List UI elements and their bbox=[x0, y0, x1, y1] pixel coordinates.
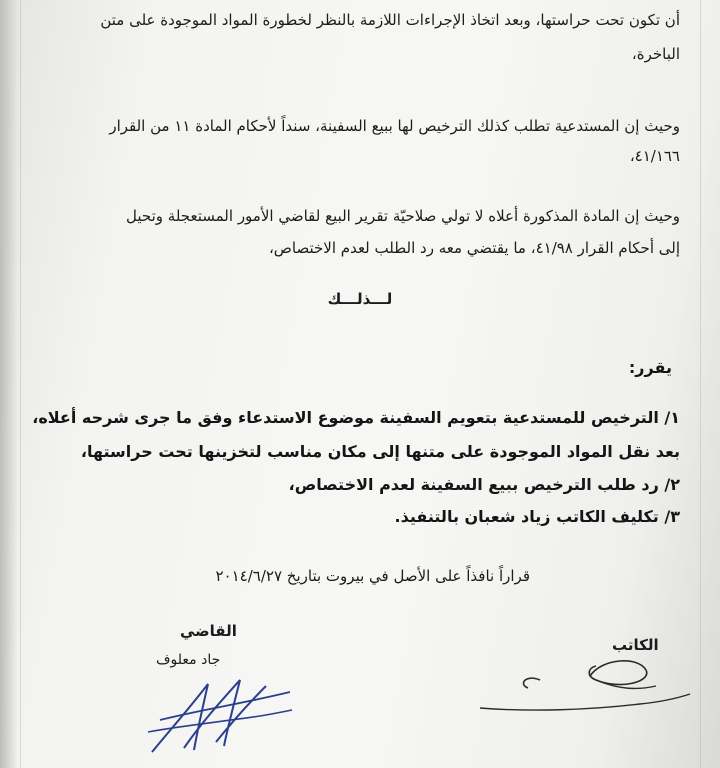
decision-item: بعد نقل المواد الموجودة على متنها إلى مكان مناسب لتخزينها تحت حراستها، bbox=[80, 442, 680, 461]
decision-item: ٢/ رد طلب الترخيص ببيع السفينة لعدم الاختصاص، bbox=[288, 475, 680, 494]
clerk-signature bbox=[470, 650, 700, 720]
heading-therefore: لـــذلـــك bbox=[327, 290, 393, 308]
paragraph-line: ٤١/١٦٦، bbox=[629, 147, 680, 165]
judge-title: القاضي bbox=[180, 622, 237, 640]
clerk-title: الكاتب bbox=[612, 636, 659, 654]
page-fold-shadow bbox=[0, 0, 18, 768]
left-margin-line bbox=[20, 0, 21, 768]
closing-line: قراراً نافذاً على الأصل في بيروت بتاريخ ٢٠١٤/٦/٢٧ bbox=[215, 567, 530, 585]
decision-item: ٣/ تكليف الكاتب زياد شعبان بالتنفيذ. bbox=[394, 507, 680, 526]
decision-label: يقرر: bbox=[628, 358, 672, 377]
paragraph-line: أن تكون تحت حراستها، وبعد اتخاذ الإجراءات اللازمة بالنظر لخطورة المواد الموجودة على متن bbox=[100, 11, 680, 29]
paragraph-line: وحيث إن المستدعية تطلب كذلك الترخيص لها ببيع السفينة، سنداً لأحكام المادة ١١ من القرار bbox=[109, 117, 680, 135]
decision-item: ١/ الترخيص للمستدعية بتعويم السفينة موضوع الاستدعاء وفق ما جرى شرحه أعلاه، bbox=[32, 408, 680, 427]
paragraph-line: وحيث إن المادة المذكورة أعلاه لا تولي صلاحيّة تقرير البيع لقاضي الأمور المستعجلة وتحيل bbox=[126, 207, 680, 225]
paragraph-line: الباخرة، bbox=[631, 45, 680, 63]
right-margin-line bbox=[700, 0, 701, 768]
judge-signature bbox=[140, 670, 300, 760]
judge-name: جاد معلوف bbox=[156, 652, 221, 668]
paragraph-line: إلى أحكام القرار ٤١/٩٨، ما يقتضي معه رد الطلب لعدم الاختصاص، bbox=[268, 239, 680, 257]
